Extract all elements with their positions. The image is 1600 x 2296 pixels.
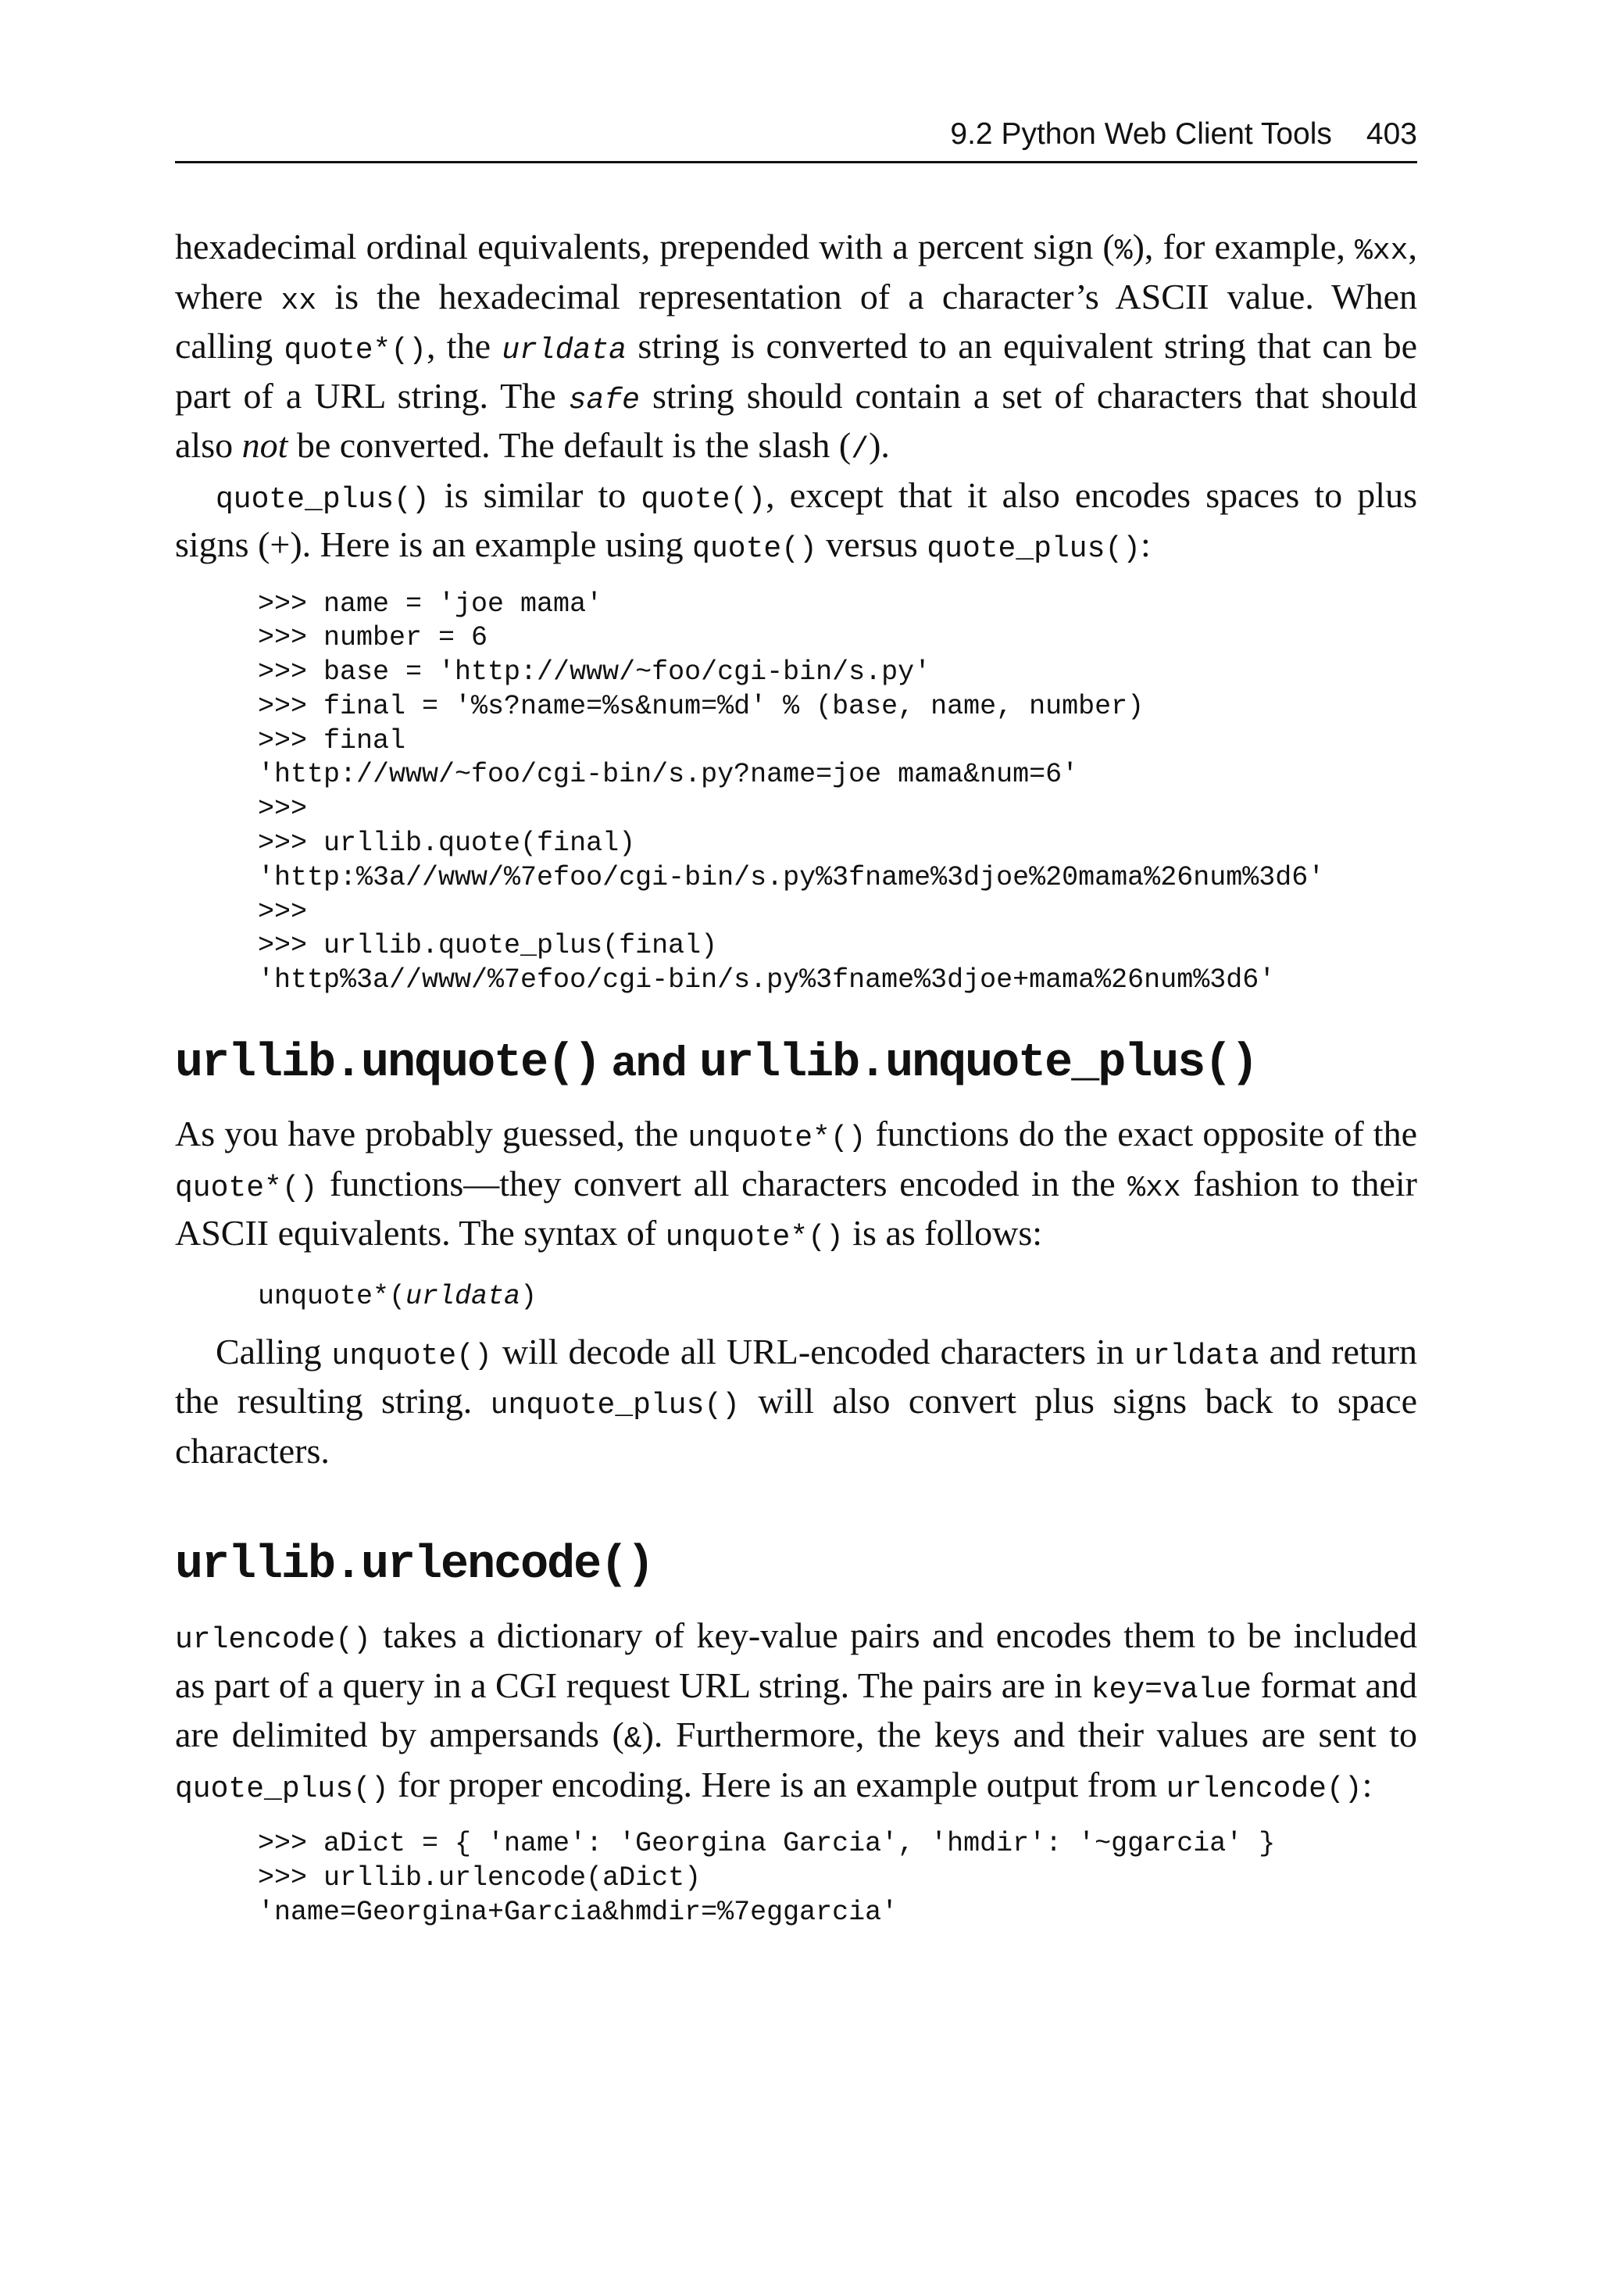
section-title: 9.2 Python Web Client Tools xyxy=(950,117,1332,151)
code-line: >>> name = 'joe mama' xyxy=(258,588,603,620)
paragraph: urlencode() takes a dictionary of key-value pairs and encodes them to be included as part of a query in a CGI request URL string. The pairs are in key=value format and are delimited by ampersands (&). Furthermore, the keys and their values are sent to quote_plus() for proper encoding. Here is an example output from urlencode(): xyxy=(175,1615,1418,1806)
code-line: >>> final xyxy=(258,724,406,756)
paragraph: hexadecimal ordinal equivalents, prepended with a percent sign (%), for example, %xx, where xx is the hexadecimal representation of a character’s ASCII value. When calling quote*(), the urldata string is converted to an equivalent string that can be part of a URL string. The safe string should contain a set of characters that should also not be converted. The default is the slash (/). xyxy=(175,227,1417,467)
page-number: 403 xyxy=(1366,117,1417,151)
code-line: 'http%3a//www/%7efoo/cgi-bin/s.py%3fname%3djoe+mama%26num%3d6' xyxy=(258,964,1276,996)
syntax-line: unquote*(urldata) xyxy=(258,1280,538,1312)
code-line: >>> urllib.quote_plus(final) xyxy=(258,930,718,962)
section-heading: urllib.urlencode() xyxy=(175,1539,654,1593)
book-page xyxy=(175,117,1417,1956)
code-line: 'http://www/~foo/cgi-bin/s.py?name=joe mama&num=6' xyxy=(258,759,1079,791)
paragraph: Calling unquote() will decode all URL-encoded characters in urldata and return the resulting string. unquote_plus() will also convert plus signs back to space characters. xyxy=(175,1331,1417,1471)
section-heading: urllib.unquote() and urllib.unquote_plus() xyxy=(175,1037,1258,1091)
running-header xyxy=(175,117,1417,163)
code-block xyxy=(258,588,1417,999)
code-line: >>> xyxy=(258,793,308,825)
paragraph: quote_plus() is similar to quote(), except that it also encodes spaces to plus signs (+). Here is an example using quote() versus quote_plus(): xyxy=(175,474,1417,566)
code-line: >>> final = '%s?name=%s&num=%d' % (base, name, number) xyxy=(258,690,1145,722)
paragraph: As you have probably guessed, the unquote*() functions do the exact opposite of the quote*() functions—they convert all characters encoded in the %xx fashion to their ASCII equivalents. The syntax of unquote*() is as follows: xyxy=(175,1114,1417,1255)
code-line: >>> aDict = { 'name': 'Georgina Garcia', 'hmdir': '~ggarcia' } xyxy=(258,1828,1276,1860)
code-line: >>> number = 6 xyxy=(258,622,488,654)
body-text xyxy=(175,224,1417,1929)
code-line: >>> base = 'http://www/~foo/cgi-bin/s.py' xyxy=(258,656,931,688)
code-line: 'name=Georgina+Garcia&hmdir=%7eggarcia' xyxy=(258,1896,898,1928)
code-line: 'http:%3a//www/%7efoo/cgi-bin/s.py%3fname%3djoe%20mama%26num%3d6' xyxy=(258,861,1325,893)
code-block xyxy=(258,1827,1417,1929)
code-line: >>> urllib.quote(final) xyxy=(258,828,636,860)
code-line: >>> xyxy=(258,896,308,928)
code-line: >>> urllib.urlencode(aDict) xyxy=(258,1861,702,1894)
